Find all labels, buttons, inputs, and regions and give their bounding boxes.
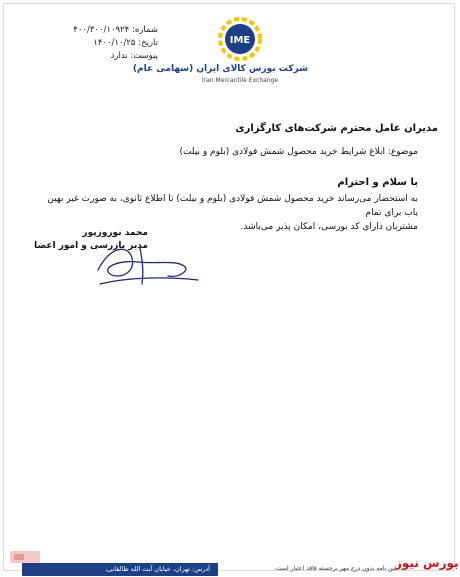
addressee: مدیران عامل محترم شرکت‌های کارگزاری <box>235 123 438 134</box>
bourse-news-watermark: بورس نیوز <box>395 556 459 570</box>
signatory-name: محمد نوروزپور <box>82 228 148 238</box>
footer-note: این نامه بدون درج مهر برجسته فاقد اعتبار است. <box>274 565 396 572</box>
letter-page <box>3 3 455 571</box>
signatory-title: مدیر بازرسی و امور اعضا <box>34 241 148 251</box>
paragraph-line-2: مشتریان دارای کد بورسی، امکان پذیر می‌باشد. <box>240 222 418 232</box>
letter-attachment: پیوست: ندارد <box>110 51 158 61</box>
logo-mark-text: IME <box>229 35 251 46</box>
letter-meta <box>48 24 158 63</box>
footer-address-bar: آدرس: تهران، خیابان آیت الله طالقانی، <box>22 563 218 576</box>
handwritten-signature-icon <box>80 240 205 292</box>
letter-greeting: با سلام و احترام <box>337 177 418 188</box>
letter-date: تاریخ: ۱۴۰۰/۱۰/۲۵ <box>93 38 158 48</box>
letter-subject: موضوع: ابلاغ شرایط خرید محصول شمش فولادی (بلوم و بیلت) <box>179 147 418 157</box>
company-name-fa: شرکت بورس کالای ایران (سهامی عام) <box>132 64 308 74</box>
paragraph-line-1: به استحضار می‌رساند خرید محصول شمش فولادی (بلوم و بیلت) تا اطلاع ثانوی، به صورت غیر بهین یاب برای تمام <box>47 194 418 218</box>
ime-logo-icon <box>172 16 308 64</box>
letter-number: شماره: ۴۰۰/۳۰۰/۱۰۹۲۴ <box>73 25 158 35</box>
company-name-en: Iran Mercantile Exchange <box>201 77 279 84</box>
